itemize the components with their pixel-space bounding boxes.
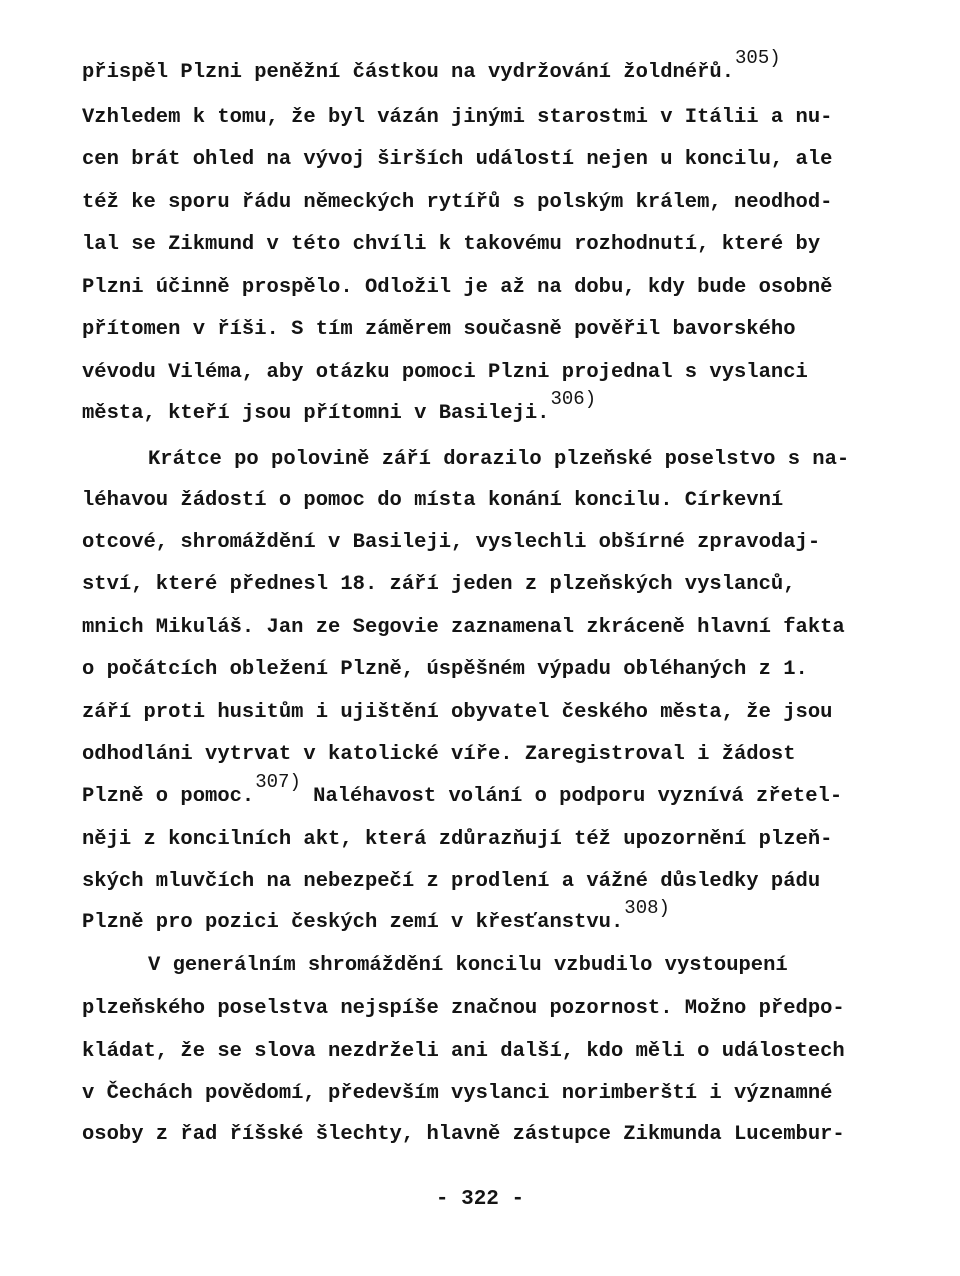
line-text: cen brát ohled na vývoj širších událostí nejen u koncilu, ale xyxy=(82,148,833,171)
line-text: lal se Zikmund v této chvíli k takovému rozhodnutí, které by xyxy=(82,233,821,256)
text-line xyxy=(82,1121,845,1149)
text-line xyxy=(82,388,597,427)
text-line xyxy=(82,529,820,557)
line-text: otcové, shromáždění v Basileji, vyslechli obšírné zpravodaj- xyxy=(82,531,821,554)
line-text: Vzhledem k tomu, že byl vázán jinými starostmi v Itálii a nu- xyxy=(82,106,833,129)
line-text: v Čechách povědomí, především vyslanci norimberští i významné xyxy=(82,1082,833,1105)
text-line xyxy=(82,995,845,1023)
line-text: též ke sporu řádu německých rytířů s polským králem, neodhod- xyxy=(82,191,833,214)
line-text: Krátce po polovině září dorazilo plzeňské poselstvo s na- xyxy=(148,448,850,471)
footnote-marker: 305) xyxy=(735,47,781,69)
line-text: Plzně pro pozici českých zemí v křesťanstvu. xyxy=(82,911,624,934)
line-text: ství, které přednesl 18. září jeden z plzeňských vyslanců, xyxy=(82,573,796,596)
text-line xyxy=(82,231,820,259)
line-text: přispěl Plzni peněžní částkou na vydržování žoldnéřů. xyxy=(82,61,735,84)
line-text: léhavou žádostí o pomoc do místa konání koncilu. Církevní xyxy=(82,489,784,512)
line-text: města, kteří jsou přítomni v Basileji. xyxy=(82,402,550,425)
line-text: Naléhavost volání o podporu vyznívá zřetel- xyxy=(300,785,843,808)
text-line xyxy=(82,189,832,217)
footnote-marker: 307) xyxy=(255,771,301,793)
line-text: o počátcích obležení Plzně, úspěšném výpadu obléhaných z 1. xyxy=(82,658,808,681)
text-line xyxy=(82,146,832,174)
line-text: Plzně o pomoc. xyxy=(82,785,255,808)
footnote-marker: 308) xyxy=(624,897,670,919)
text-line xyxy=(82,614,845,642)
text-line xyxy=(82,274,832,302)
line-text: V generálním shromáždění koncilu vzbudilo vystoupení xyxy=(148,954,788,977)
text-line xyxy=(82,487,783,515)
line-text: vévodu Viléma, aby otázku pomoci Plzni projednal s vyslanci xyxy=(82,361,808,384)
line-text: přítomen v říši. S tím záměrem současně pověřil bavorského xyxy=(82,318,796,341)
line-text: plzeňského poselstva nejspíše značnou pozornost. Možno předpo- xyxy=(82,997,845,1020)
text-line xyxy=(148,446,849,474)
text-line xyxy=(82,741,796,769)
line-text: kládat, že se slova nezdrželi ani další, kdo měli o událostech xyxy=(82,1040,845,1063)
line-text: osoby z řad říšské šlechty, hlavně zástupce Zikmunda Lucembur- xyxy=(82,1123,845,1146)
text-line xyxy=(82,868,820,896)
text-line xyxy=(82,316,796,344)
page-number: - 322 - xyxy=(435,1188,525,1211)
text-line xyxy=(82,47,781,86)
text-line xyxy=(82,656,808,684)
text-line xyxy=(82,771,843,810)
text-line xyxy=(82,104,832,132)
text-line xyxy=(82,826,832,854)
text-line xyxy=(82,1080,832,1108)
line-text: září proti husitům i ujištění obyvatel českého města, že jsou xyxy=(82,701,833,724)
text-line xyxy=(148,952,788,980)
text-line xyxy=(82,1038,845,1066)
text-line xyxy=(82,359,808,387)
line-text: ských mluvčích na nebezpečí z prodlení a vážné důsledky pádu xyxy=(82,870,821,893)
line-text: něji z koncilních akt, která zdůrazňují též upozornění plzeň- xyxy=(82,828,833,851)
text-line xyxy=(82,897,670,936)
line-text: mnich Mikuláš. Jan ze Segovie zaznamenal zkráceně hlavní fakta xyxy=(82,616,845,639)
footnote-marker: 306) xyxy=(550,388,597,410)
text-line xyxy=(82,571,796,599)
line-text: Plzni účinně prospělo. Odložil je až na dobu, kdy bude osobně xyxy=(82,276,833,299)
line-text: odhodláni vytrvat v katolické víře. Zaregistroval i žádost xyxy=(82,743,796,766)
text-line xyxy=(82,699,832,727)
